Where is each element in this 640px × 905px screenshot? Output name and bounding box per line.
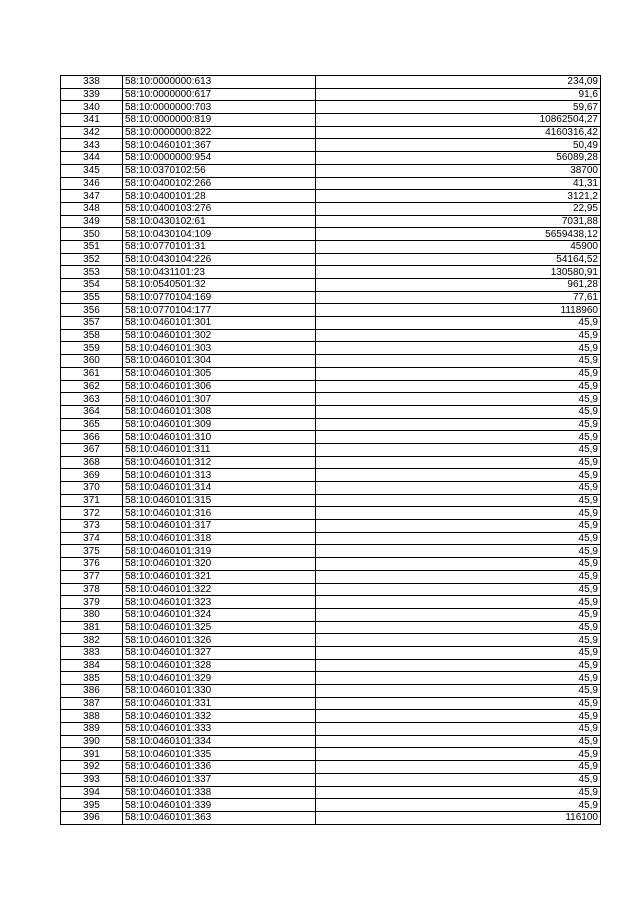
- value-cell: 45,9: [316, 456, 601, 469]
- row-number-cell: 383: [61, 646, 123, 659]
- row-number-cell: 384: [61, 659, 123, 672]
- cadastral-number-cell: 58:10:0460101:335: [123, 748, 316, 761]
- row-number-cell: 356: [61, 304, 123, 317]
- row-number-cell: 352: [61, 253, 123, 266]
- table-row: [61, 596, 601, 609]
- value-cell: 45,9: [316, 697, 601, 710]
- table-row: [61, 367, 601, 380]
- row-number-cell: 358: [61, 329, 123, 342]
- cadastral-number-cell: 58:10:0460101:312: [123, 456, 316, 469]
- cadastral-number-cell: 58:10:0460101:338: [123, 786, 316, 799]
- value-cell: 45,9: [316, 799, 601, 812]
- value-cell: 45,9: [316, 443, 601, 456]
- cadastral-number-cell: 58:10:0000000:822: [123, 126, 316, 139]
- cadastral-number-cell: 58:10:0460101:316: [123, 507, 316, 520]
- cadastral-number-cell: 58:10:0460101:303: [123, 342, 316, 355]
- row-number-cell: 372: [61, 507, 123, 520]
- row-number-cell: 391: [61, 748, 123, 761]
- table-row: [61, 139, 601, 152]
- row-number-cell: 364: [61, 405, 123, 418]
- value-cell: 45,9: [316, 558, 601, 571]
- value-cell: 45,9: [316, 608, 601, 621]
- table-row: [61, 545, 601, 558]
- cadastral-number-cell: 58:10:0460101:308: [123, 405, 316, 418]
- cadastral-number-cell: 58:10:0460101:325: [123, 621, 316, 634]
- cadastral-number-cell: 58:10:0460101:318: [123, 532, 316, 545]
- table-row: [61, 583, 601, 596]
- table-row: [61, 646, 601, 659]
- value-cell: 45,9: [316, 786, 601, 799]
- table-row: [61, 697, 601, 710]
- cadastral-number-cell: 58:10:0460101:332: [123, 710, 316, 723]
- table-row: [61, 710, 601, 723]
- row-number-cell: 349: [61, 215, 123, 228]
- cadastral-number-cell: 58:10:0460101:311: [123, 443, 316, 456]
- row-number-cell: 354: [61, 279, 123, 292]
- cadastral-number-cell: 58:10:0400102:266: [123, 177, 316, 190]
- row-number-cell: 366: [61, 431, 123, 444]
- table-body: [61, 76, 601, 825]
- row-number-cell: 395: [61, 799, 123, 812]
- value-cell: 5659438,12: [316, 228, 601, 241]
- row-number-cell: 350: [61, 228, 123, 241]
- cadastral-number-cell: 58:10:0460101:322: [123, 583, 316, 596]
- row-number-cell: 355: [61, 291, 123, 304]
- table-row: [61, 634, 601, 647]
- row-number-cell: 379: [61, 596, 123, 609]
- value-cell: 45,9: [316, 735, 601, 748]
- table-row: [61, 253, 601, 266]
- value-cell: 45,9: [316, 672, 601, 685]
- cadastral-number-cell: 58:10:0000000:617: [123, 88, 316, 101]
- cadastral-number-cell: 58:10:0460101:306: [123, 380, 316, 393]
- cadastral-number-cell: 58:10:0460101:327: [123, 646, 316, 659]
- cadastral-number-cell: 58:10:0460101:309: [123, 418, 316, 431]
- table-row: [61, 723, 601, 736]
- table-row: [61, 570, 601, 583]
- row-number-cell: 339: [61, 88, 123, 101]
- value-cell: 961,28: [316, 279, 601, 292]
- table-row: [61, 456, 601, 469]
- table-row: [61, 405, 601, 418]
- row-number-cell: 370: [61, 482, 123, 495]
- table-row: [61, 355, 601, 368]
- cadastral-number-cell: 58:10:0460101:329: [123, 672, 316, 685]
- table-row: [61, 418, 601, 431]
- table-row: [61, 342, 601, 355]
- value-cell: 45,9: [316, 329, 601, 342]
- row-number-cell: 353: [61, 266, 123, 279]
- value-cell: 45,9: [316, 393, 601, 406]
- value-cell: 45,9: [316, 634, 601, 647]
- value-cell: 45,9: [316, 520, 601, 533]
- table-row: [61, 773, 601, 786]
- row-number-cell: 346: [61, 177, 123, 190]
- value-cell: 45,9: [316, 431, 601, 444]
- table-row: [61, 228, 601, 241]
- value-cell: 45,9: [316, 621, 601, 634]
- cadastral-number-cell: 58:10:0770104:169: [123, 291, 316, 304]
- row-number-cell: 378: [61, 583, 123, 596]
- value-cell: 45,9: [316, 761, 601, 774]
- cadastral-number-cell: 58:10:0540501:32: [123, 279, 316, 292]
- value-cell: 59,67: [316, 101, 601, 114]
- table-row: [61, 621, 601, 634]
- row-number-cell: 344: [61, 152, 123, 165]
- value-cell: 41,31: [316, 177, 601, 190]
- value-cell: 45,9: [316, 532, 601, 545]
- table-row: [61, 443, 601, 456]
- table-row: [61, 101, 601, 114]
- cadastral-number-cell: 58:10:0460101:321: [123, 570, 316, 583]
- cadastral-number-cell: 58:10:0770101:31: [123, 240, 316, 253]
- cadastral-table: [60, 75, 601, 825]
- value-cell: 45,9: [316, 596, 601, 609]
- value-cell: 45,9: [316, 685, 601, 698]
- value-cell: 1118960: [316, 304, 601, 317]
- table-row: [61, 799, 601, 812]
- row-number-cell: 359: [61, 342, 123, 355]
- cadastral-number-cell: 58:10:0460101:367: [123, 139, 316, 152]
- table-row: [61, 431, 601, 444]
- row-number-cell: 363: [61, 393, 123, 406]
- row-number-cell: 371: [61, 494, 123, 507]
- cadastral-number-cell: 58:10:0460101:317: [123, 520, 316, 533]
- value-cell: 116100: [316, 811, 601, 824]
- cadastral-number-cell: 58:10:0460101:307: [123, 393, 316, 406]
- table-row: [61, 190, 601, 203]
- row-number-cell: 338: [61, 76, 123, 89]
- table-row: [61, 494, 601, 507]
- table-row: [61, 240, 601, 253]
- value-cell: 45,9: [316, 723, 601, 736]
- table-row: [61, 672, 601, 685]
- cadastral-number-cell: 58:10:0460101:331: [123, 697, 316, 710]
- row-number-cell: 381: [61, 621, 123, 634]
- cadastral-number-cell: 58:10:0460101:326: [123, 634, 316, 647]
- value-cell: 56089,28: [316, 152, 601, 165]
- row-number-cell: 382: [61, 634, 123, 647]
- table-row: [61, 393, 601, 406]
- value-cell: 45,9: [316, 646, 601, 659]
- table-row: [61, 177, 601, 190]
- value-cell: 45,9: [316, 570, 601, 583]
- value-cell: 45,9: [316, 469, 601, 482]
- cadastral-number-cell: 58:10:0460101:339: [123, 799, 316, 812]
- row-number-cell: 345: [61, 164, 123, 177]
- row-number-cell: 374: [61, 532, 123, 545]
- row-number-cell: 392: [61, 761, 123, 774]
- row-number-cell: 386: [61, 685, 123, 698]
- value-cell: 54164,52: [316, 253, 601, 266]
- cadastral-number-cell: 58:10:0460101:323: [123, 596, 316, 609]
- cadastral-number-cell: 58:10:0000000:703: [123, 101, 316, 114]
- cadastral-number-cell: 58:10:0000000:613: [123, 76, 316, 89]
- value-cell: 4160316,42: [316, 126, 601, 139]
- value-cell: 45,9: [316, 482, 601, 495]
- row-number-cell: 351: [61, 240, 123, 253]
- cadastral-number-cell: 58:10:0460101:301: [123, 317, 316, 330]
- row-number-cell: 389: [61, 723, 123, 736]
- cadastral-number-cell: 58:10:0460101:302: [123, 329, 316, 342]
- table-row: [61, 469, 601, 482]
- value-cell: 45,9: [316, 748, 601, 761]
- table-row: [61, 482, 601, 495]
- table-row: [61, 380, 601, 393]
- table-row: [61, 532, 601, 545]
- value-cell: 91,6: [316, 88, 601, 101]
- table-row: [61, 215, 601, 228]
- cadastral-number-cell: 58:10:0430104:109: [123, 228, 316, 241]
- row-number-cell: 388: [61, 710, 123, 723]
- table-row: [61, 558, 601, 571]
- table-row: [61, 88, 601, 101]
- value-cell: 45,9: [316, 380, 601, 393]
- value-cell: 77,61: [316, 291, 601, 304]
- value-cell: 50,49: [316, 139, 601, 152]
- table-row: [61, 329, 601, 342]
- table-row: [61, 685, 601, 698]
- value-cell: 45,9: [316, 367, 601, 380]
- value-cell: 130580,91: [316, 266, 601, 279]
- table-row: [61, 202, 601, 215]
- value-cell: 45,9: [316, 342, 601, 355]
- table-row: [61, 304, 601, 317]
- cadastral-number-cell: 58:10:0431101:23: [123, 266, 316, 279]
- row-number-cell: 347: [61, 190, 123, 203]
- cadastral-number-cell: 58:10:0460101:330: [123, 685, 316, 698]
- row-number-cell: 393: [61, 773, 123, 786]
- value-cell: 234,09: [316, 76, 601, 89]
- value-cell: 45,9: [316, 355, 601, 368]
- value-cell: 45,9: [316, 494, 601, 507]
- cadastral-number-cell: 58:10:0430104:226: [123, 253, 316, 266]
- table-row: [61, 126, 601, 139]
- value-cell: 45,9: [316, 773, 601, 786]
- value-cell: 45,9: [316, 659, 601, 672]
- table-row: [61, 164, 601, 177]
- table-row: [61, 761, 601, 774]
- value-cell: 22,95: [316, 202, 601, 215]
- value-cell: 45,9: [316, 545, 601, 558]
- table-row: [61, 786, 601, 799]
- row-number-cell: 357: [61, 317, 123, 330]
- value-cell: 45900: [316, 240, 601, 253]
- row-number-cell: 377: [61, 570, 123, 583]
- table-row: [61, 317, 601, 330]
- table-row: [61, 266, 601, 279]
- cadastral-number-cell: 58:10:0460101:314: [123, 482, 316, 495]
- row-number-cell: 387: [61, 697, 123, 710]
- value-cell: 45,9: [316, 710, 601, 723]
- row-number-cell: 375: [61, 545, 123, 558]
- row-number-cell: 367: [61, 443, 123, 456]
- value-cell: 45,9: [316, 507, 601, 520]
- table-row: [61, 114, 601, 127]
- row-number-cell: 340: [61, 101, 123, 114]
- table-row: [61, 659, 601, 672]
- cadastral-number-cell: 58:10:0460101:304: [123, 355, 316, 368]
- value-cell: 3121,2: [316, 190, 601, 203]
- table-row: [61, 279, 601, 292]
- row-number-cell: 341: [61, 114, 123, 127]
- cadastral-number-cell: 58:10:0460101:320: [123, 558, 316, 571]
- row-number-cell: 385: [61, 672, 123, 685]
- row-number-cell: 394: [61, 786, 123, 799]
- cadastral-number-cell: 58:10:0460101:305: [123, 367, 316, 380]
- cadastral-number-cell: 58:10:0400103:276: [123, 202, 316, 215]
- row-number-cell: 342: [61, 126, 123, 139]
- row-number-cell: 369: [61, 469, 123, 482]
- cadastral-number-cell: 58:10:0370102:56: [123, 164, 316, 177]
- value-cell: 10862504,27: [316, 114, 601, 127]
- cadastral-number-cell: 58:10:0400101:28: [123, 190, 316, 203]
- cadastral-number-cell: 58:10:0770104:177: [123, 304, 316, 317]
- cadastral-number-cell: 58:10:0460101:324: [123, 608, 316, 621]
- row-number-cell: 368: [61, 456, 123, 469]
- cadastral-number-cell: 58:10:0460101:337: [123, 773, 316, 786]
- cadastral-number-cell: 58:10:0460101:319: [123, 545, 316, 558]
- row-number-cell: 373: [61, 520, 123, 533]
- row-number-cell: 390: [61, 735, 123, 748]
- cadastral-number-cell: 58:10:0460101:315: [123, 494, 316, 507]
- table-row: [61, 76, 601, 89]
- cadastral-number-cell: 58:10:0460101:334: [123, 735, 316, 748]
- table-row: [61, 811, 601, 824]
- table-row: [61, 152, 601, 165]
- cadastral-number-cell: 58:10:0460101:333: [123, 723, 316, 736]
- cadastral-number-cell: 58:10:0460101:310: [123, 431, 316, 444]
- row-number-cell: 343: [61, 139, 123, 152]
- table-row: [61, 735, 601, 748]
- table-row: [61, 748, 601, 761]
- value-cell: 45,9: [316, 317, 601, 330]
- table-row: [61, 507, 601, 520]
- row-number-cell: 376: [61, 558, 123, 571]
- cadastral-number-cell: 58:10:0460101:328: [123, 659, 316, 672]
- value-cell: 45,9: [316, 405, 601, 418]
- value-cell: 7031,88: [316, 215, 601, 228]
- row-number-cell: 362: [61, 380, 123, 393]
- cadastral-number-cell: 58:10:0460101:363: [123, 811, 316, 824]
- table-row: [61, 291, 601, 304]
- row-number-cell: 396: [61, 811, 123, 824]
- table-row: [61, 608, 601, 621]
- cadastral-number-cell: 58:10:0460101:336: [123, 761, 316, 774]
- table-row: [61, 520, 601, 533]
- cadastral-number-cell: 58:10:0000000:819: [123, 114, 316, 127]
- row-number-cell: 361: [61, 367, 123, 380]
- value-cell: 38700: [316, 164, 601, 177]
- cadastral-number-cell: 58:10:0460101:313: [123, 469, 316, 482]
- cadastral-number-cell: 58:10:0430102:61: [123, 215, 316, 228]
- row-number-cell: 380: [61, 608, 123, 621]
- value-cell: 45,9: [316, 418, 601, 431]
- row-number-cell: 348: [61, 202, 123, 215]
- cadastral-number-cell: 58:10:0000000:954: [123, 152, 316, 165]
- row-number-cell: 360: [61, 355, 123, 368]
- value-cell: 45,9: [316, 583, 601, 596]
- row-number-cell: 365: [61, 418, 123, 431]
